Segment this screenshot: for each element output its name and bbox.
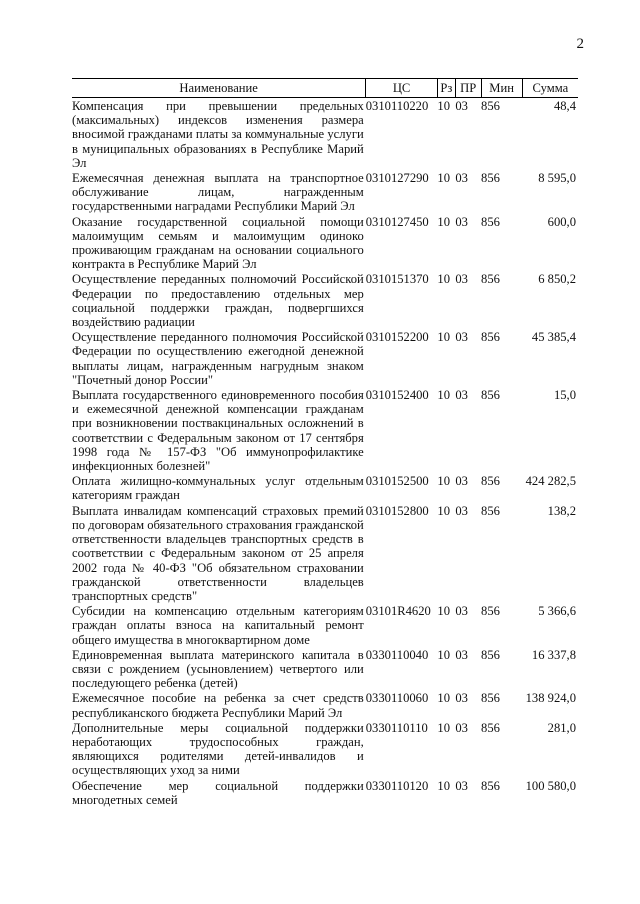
cell-cs: 0310152800 [365,503,429,518]
cell-pr: 03 [455,99,468,113]
header-min: Мин [481,79,522,98]
cell-sum: 5 366,6 [538,604,576,619]
cell-pr: 03 [455,330,468,345]
header-name: Наименование [72,79,366,98]
cell-min: 856 [481,474,500,489]
budget-table [72,78,578,807]
cell-rz: 10 [437,99,451,113]
cell-sum: 48,4 [553,99,576,113]
cell-cs: 0330110060 [365,691,429,706]
cell-name: Ежемесячное пособие на ребенка за счет средств республиканского бюджета Республики Марий Эл [72,691,364,720]
cell-sum: 281,0 [547,720,576,735]
table-row [72,690,578,719]
cell-min: 856 [481,691,500,706]
cell-pr: 03 [455,647,468,662]
cell-pr: 03 [455,778,468,793]
cell-rz: 10 [437,214,451,229]
cell-sum: 600,0 [547,214,576,229]
cell-rz: 10 [437,647,451,662]
header-cs: ЦС [366,79,438,98]
cell-cs: 0330110120 [365,778,429,793]
cell-rz: 10 [437,474,451,489]
cell-name: Компенсация при превышении предельных (максимальных) индексов изменения размера вносимой гражданами платы за коммунальные услуги в муниципальных образованиях в Республике Марий Эл [72,99,364,170]
cell-min: 856 [481,214,500,229]
cell-min: 856 [481,604,500,619]
cell-pr: 03 [455,503,468,518]
cell-min: 856 [481,720,500,735]
cell-rz: 10 [437,272,451,287]
table-body [72,98,578,807]
cell-min: 856 [481,171,500,186]
table-row [72,387,578,473]
cell-min: 856 [481,388,500,403]
cell-name: Осуществление переданных полномочий Российской Федерации по предоставлению отдельных мер социальной поддержки граждан, подвергшихся воздействию радиации [72,272,364,330]
cell-sum: 424 282,5 [525,474,576,489]
table-row [72,720,578,778]
cell-cs: 0330110040 [365,647,429,662]
cell-pr: 03 [455,604,468,619]
cell-sum: 8 595,0 [538,171,576,186]
cell-min: 856 [481,99,500,113]
cell-name: Единовременная выплата материнского капитала в связи с рождением (усыновлением) четвертого или последующего ребенка (детей) [72,647,364,691]
table-row [72,473,578,502]
header-pr: ПР [455,79,481,98]
cell-rz: 10 [437,330,451,345]
cell-rz: 10 [437,778,451,793]
cell-min: 856 [481,330,500,345]
cell-sum: 138,2 [547,503,576,518]
cell-min: 856 [481,503,500,518]
table-row [72,214,578,272]
cell-sum: 45 385,4 [531,330,576,345]
cell-pr: 03 [455,171,468,186]
cell-pr: 03 [455,214,468,229]
cell-cs: 0310127450 [365,214,429,229]
header-sum: Сумма [522,79,578,98]
cell-rz: 10 [437,503,451,518]
table-row [72,503,578,603]
header-rz: Рз [437,79,455,98]
cell-cs: 0310151370 [365,272,429,287]
cell-name: Выплата инвалидам компенсаций страховых премий по договорам обязательного страхования гражданской ответственности владельцев транспортных средств в соответствии с Федеральным законом от 25 апреля 2002 года № 40-ФЗ "Об обязательном страховании гражданской ответственности владельцев транспортных средств" [72,503,364,603]
cell-cs: 0310127290 [365,171,429,186]
cell-name: Выплата государственного единовременного пособия и ежемесячной денежной компенсации гражданам при возникновении поствакцинальных осложнений в соответствии с Федеральным законом от 17 сентября 1998 года № 157-ФЗ "Об иммунопрофилактике инфекционных болезней" [72,388,364,474]
cell-name: Оплата жилищно-коммунальных услуг отдельным категориям граждан [72,474,364,503]
cell-rz: 10 [437,720,451,735]
cell-pr: 03 [455,474,468,489]
page-number: 2 [576,36,584,52]
cell-name: Обеспечение мер социальной поддержки многодетных семей [72,778,364,807]
table-row [72,778,578,807]
cell-cs: 0310110220 [365,99,429,113]
cell-rz: 10 [437,171,451,186]
table-row [72,603,578,647]
cell-sum: 138 924,0 [525,691,576,706]
cell-rz: 10 [437,691,451,706]
cell-pr: 03 [455,691,468,706]
table-row [72,98,578,171]
cell-sum: 16 337,8 [531,647,576,662]
table-row [72,647,578,691]
cell-name: Субсидии на компенсацию отдельным категориям граждан оплаты взноса на капитальный ремонт общего имущества в многоквартирном доме [72,604,364,647]
cell-cs: 0310152500 [365,474,429,489]
cell-min: 856 [481,647,500,662]
cell-sum: 6 850,2 [538,272,576,287]
cell-name: Дополнительные меры социальной поддержки неработающих трудоспособных граждан, являющихся родителями детей-инвалидов и осуществляющих уход за ними [72,720,364,778]
cell-pr: 03 [455,272,468,287]
cell-name: Ежемесячная денежная выплата на транспортное обслуживание лицам, награжденным государственными наградами Республики Марий Эл [72,171,364,214]
table-row [72,329,578,387]
table-header-row [72,79,578,98]
cell-cs: 03101R4620 [365,604,431,619]
cell-cs: 0330110110 [365,720,428,735]
cell-rz: 10 [437,604,451,619]
table-row [72,170,578,214]
cell-name: Осуществление переданного полномочия Российской Федерации по осуществлению ежегодной денежной выплаты лицам, награжденным нагрудным знаком "Почетный донор России" [72,330,364,387]
cell-cs: 0310152400 [365,388,429,403]
cell-min: 856 [481,778,500,793]
cell-rz: 10 [437,388,451,403]
cell-cs: 0310152200 [365,330,429,345]
cell-pr: 03 [455,388,468,403]
cell-min: 856 [481,272,500,287]
cell-name: Оказание государственной социальной помощи малоимущим семьям и малоимущим одиноко проживающим гражданам на основании социального контракта в Республике Марий Эл [72,214,364,272]
cell-pr: 03 [455,720,468,735]
cell-sum: 15,0 [553,388,576,403]
table-row [72,271,578,329]
cell-sum: 100 580,0 [525,778,576,793]
